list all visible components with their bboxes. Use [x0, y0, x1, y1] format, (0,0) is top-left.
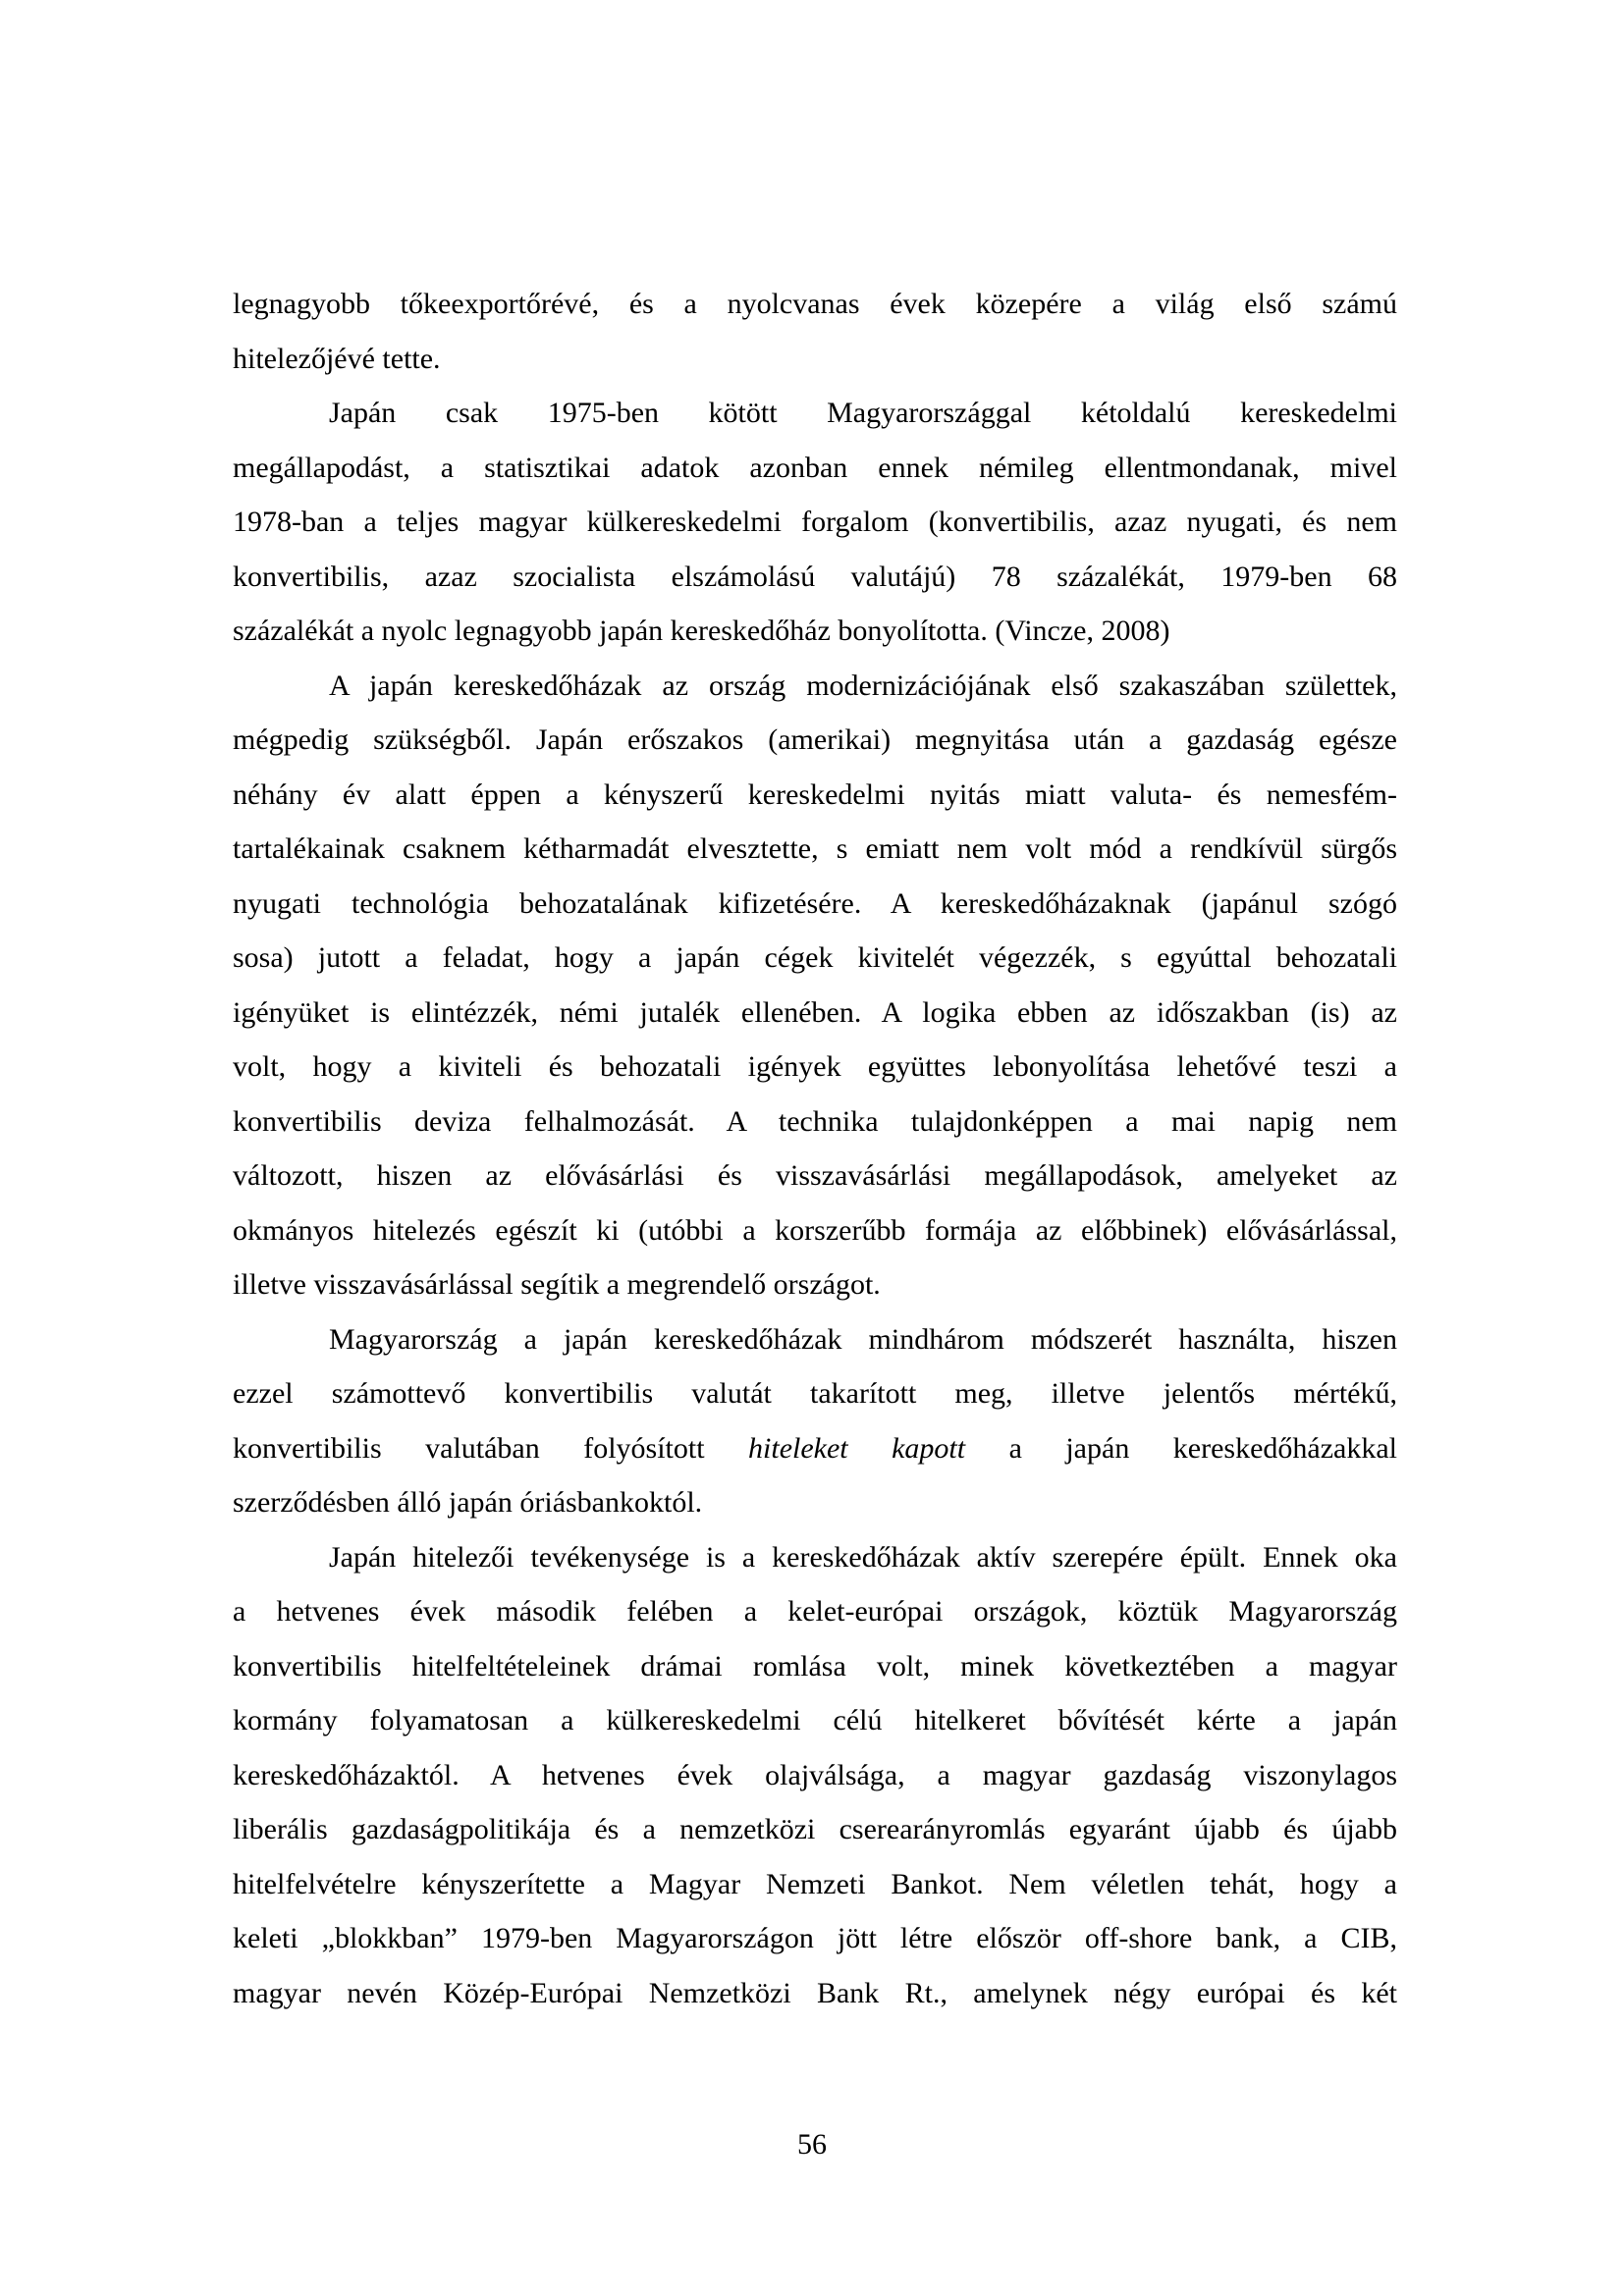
text-line: Japán hitelezői tevékenysége is a kereskedőházak aktív szerepére épült. Ennek oka — [329, 1540, 1397, 1574]
text-line: igényüket is elintézzék, némi jutalék ellenében. A logika ebben az időszakban (is) az — [233, 995, 1397, 1029]
text-line: hitelezőjévé tette. — [233, 342, 441, 375]
text-line: magyar nevén Közép-Európai Nemzetközi Bank Rt., amelynek négy európai és két — [233, 1976, 1397, 2009]
text-line: néhány év alatt éppen a kényszerű kereskedelmi nyitás miatt valuta- és nemesfém- — [233, 777, 1397, 811]
text-line: konvertibilis, azaz szocialista elszámolású valutájú) 78 százalékát, 1979-ben 68 — [233, 560, 1397, 593]
text-line: konvertibilis valutában folyósított hiteleket kapott a japán kereskedőházakkal — [233, 1431, 1397, 1465]
text-line: konvertibilis deviza felhalmozását. A technika tulajdonképpen a mai napig nem — [233, 1104, 1397, 1138]
text-block — [233, 277, 1397, 2020]
text-line: illetve visszavásárlással segítik a megrendelő országot. — [233, 1268, 881, 1301]
text-line: sosa) jutott a feladat, hogy a japán cégek kivitelét végezzék, s egyúttal behozatali — [233, 941, 1397, 974]
text-line: nyugati technológia behozatalának kifizetésére. A kereskedőházaknak (japánul szógó — [233, 886, 1397, 920]
text-line: megállapodást, a statisztikai adatok azonban ennek némileg ellentmondanak, mivel — [233, 451, 1397, 484]
text-line: százalékát a nyolc legnagyobb japán kereskedőház bonyolította. (Vincze, 2008) — [233, 614, 1170, 647]
text-line: Magyarország a japán kereskedőházak mindhárom módszerét használta, hiszen — [329, 1322, 1397, 1356]
text-line: változott, hiszen az elővásárlási és visszavásárlási megállapodások, amelyeket az — [233, 1159, 1397, 1192]
text-line: mégpedig szükségből. Japán erőszakos (amerikai) megnyitása után a gazdaság egésze — [233, 723, 1397, 756]
text-line: ezzel számottevő konvertibilis valutát takarított meg, illetve jelentős mértékű, — [233, 1377, 1397, 1410]
text-line: kereskedőházaktól. A hetvenes évek olajválsága, a magyar gazdaság viszonylagos — [233, 1758, 1397, 1791]
paragraph — [233, 1530, 1397, 2021]
text-line: legnagyobb tőkeexportőrévé, és a nyolcvanas évek közepére a világ első számú — [233, 288, 1397, 320]
text-line: konvertibilis hitelfeltételeinek drámai romlása volt, minek következtében a magyar — [233, 1649, 1397, 1682]
text-line: tartalékainak csaknem kétharmadát elvesztette, s emiatt nem volt mód a rendkívül sürgős — [233, 832, 1397, 865]
text-line: 1978-ban a teljes magyar külkereskedelmi forgalom (konvertibilis, azaz nyugati, és nem — [233, 506, 1397, 538]
text-line: szerződésben álló japán óriásbankoktól. — [233, 1486, 703, 1519]
italic-phrase: hiteleket kapott — [748, 1431, 966, 1465]
paragraph — [233, 386, 1397, 659]
text-line: keleti „blokkban” 1979-ben Magyarországon jött létre először off-shore bank, a CIB, — [233, 1922, 1397, 1954]
page-number: 56 — [797, 2128, 827, 2161]
text-line: kormány folyamatosan a külkereskedelmi célú hitelkeret bővítését kérte a japán — [233, 1704, 1397, 1736]
text-line: okmányos hitelezés egészít ki (utóbbi a korszerűbb formája az előbbinek) elővásárlással, — [233, 1213, 1397, 1247]
paragraph — [233, 277, 1397, 386]
text-line: liberális gazdaságpolitikája és a nemzetközi cserearányromlás egyaránt újabb és újabb — [233, 1813, 1397, 1845]
text-line: hitelfelvételre kényszerítette a Magyar Nemzeti Bankot. Nem véletlen tehát, hogy a — [233, 1867, 1397, 1900]
paragraph — [233, 1312, 1397, 1530]
paragraph — [233, 659, 1397, 1312]
text-line: A japán kereskedőházak az ország modernizációjának első szakaszában születtek, — [329, 668, 1397, 702]
text-line: a hetvenes évek második felében a kelet-európai országok, köztük Magyarország — [233, 1595, 1397, 1628]
text-line: Japán csak 1975-ben kötött Magyarországgal kétoldalú kereskedelmi — [329, 397, 1397, 429]
text-line: volt, hogy a kiviteli és behozatali igények együttes lebonyolítása lehetővé teszi a — [233, 1050, 1397, 1083]
